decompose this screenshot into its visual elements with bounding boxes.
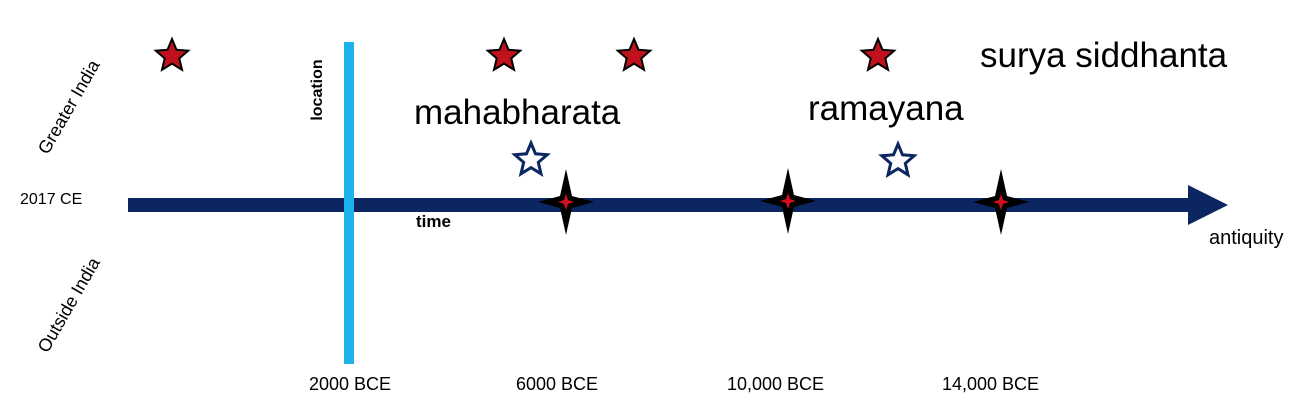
- date-2000-bce-label: 2000 BCE: [309, 374, 392, 394]
- outside-india-label: Outside India: [33, 254, 104, 356]
- red-star-icon: [862, 39, 894, 70]
- antiquity-label: antiquity: [1209, 227, 1284, 249]
- greater-india-label: Greater India: [33, 56, 104, 158]
- date-10000-bce-label: 10,000 BCE: [727, 374, 825, 394]
- sparkle-icon: [538, 169, 594, 235]
- red-star-icon: [488, 39, 520, 70]
- present-date-label: 2017 CE: [20, 191, 83, 208]
- location-label: location: [309, 59, 326, 121]
- mahabharata-label: mahabharata: [414, 93, 621, 132]
- sparkle-icon: [760, 168, 816, 234]
- date-14000-bce-label: 14,000 BCE: [942, 374, 1040, 394]
- time-label: time: [416, 212, 451, 231]
- time-axis-arrowhead: [1188, 185, 1228, 225]
- outline-star-icon: [515, 143, 547, 174]
- sparkle-icon: [973, 169, 1029, 235]
- ramayana-label: ramayana: [808, 89, 964, 128]
- outline-star-icon: [882, 144, 914, 175]
- surya-siddhanta-label: surya siddhanta: [980, 36, 1228, 75]
- date-6000-bce-label: 6000 BCE: [516, 374, 599, 394]
- red-star-icon: [156, 39, 188, 70]
- red-star-icon: [618, 39, 650, 70]
